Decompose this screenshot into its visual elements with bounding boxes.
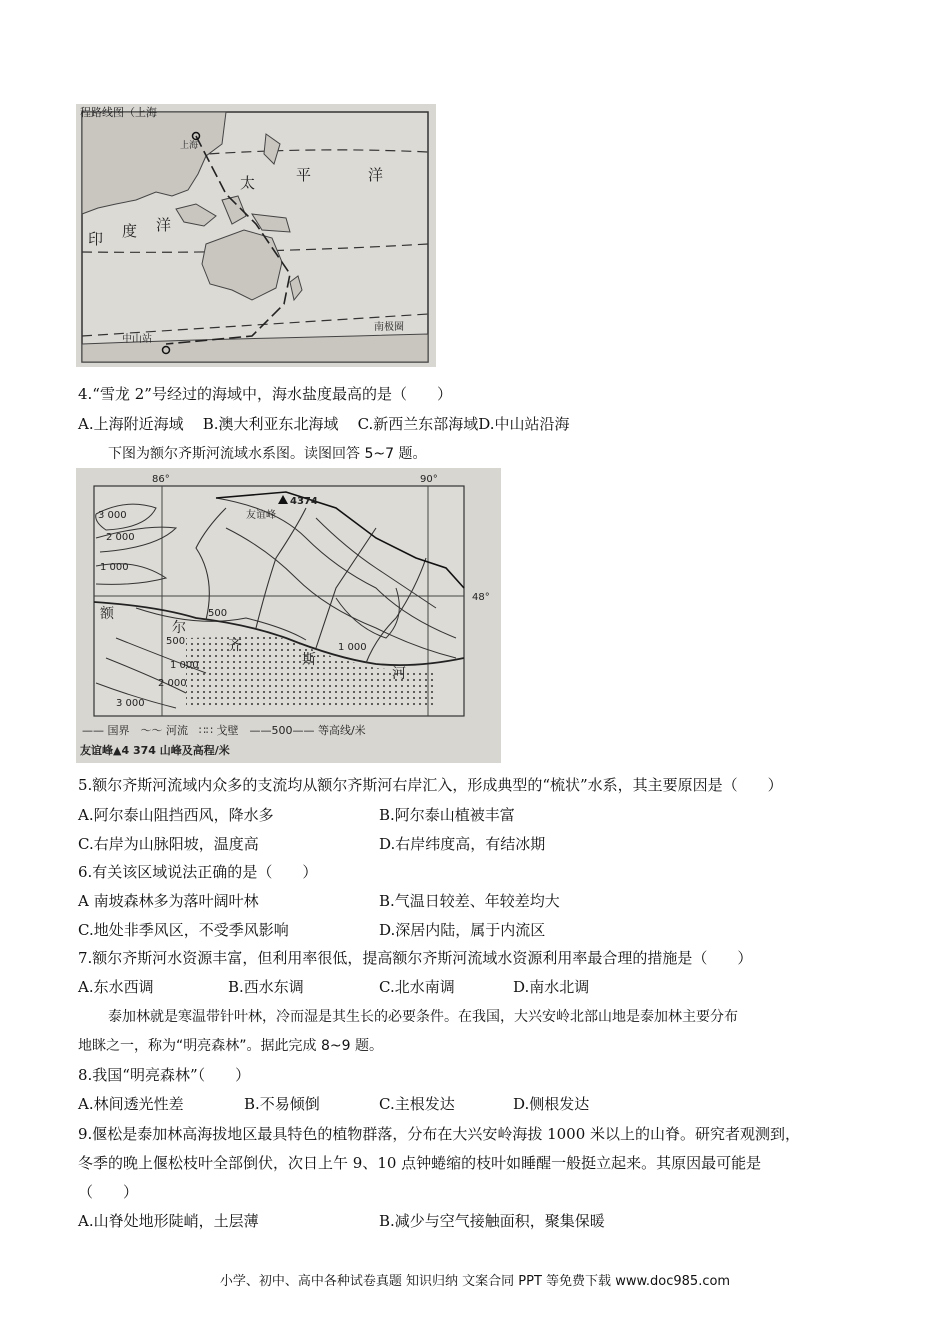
contour-label-5: 500 — [166, 636, 186, 647]
q5-option-d: D.右岸纬度高，有结冰期 — [379, 835, 546, 853]
q9-line2: 冬季的晚上偃松枝叶全部倒伏，次日上午 9、10 点钟蜷缩的枝叶如睡醒一般挺立起来。其原因最可能是 — [78, 1154, 762, 1172]
pacific-char-3: 洋 — [368, 166, 384, 184]
q6-option-b: B.气温日较差、年较差均大 — [379, 892, 560, 910]
contour-label-4: 500 — [208, 608, 228, 619]
map1-title-fragment: 程路线图（上海 — [80, 106, 157, 119]
q6-option-a: A 南坡森林多为落叶阔叶林 — [78, 892, 259, 910]
pacific-char-1: 太 — [240, 174, 256, 192]
q8-stem: 8.我国“明亮森林”（ ） — [78, 1066, 251, 1084]
contour-label-8: 3 000 — [116, 698, 145, 709]
peak-elevation: 4374 — [290, 496, 318, 507]
irtysh-basin-map — [76, 468, 501, 763]
river-char-4: 斯 — [302, 652, 316, 668]
q4-option-a: A.上海附近海域 — [78, 415, 184, 433]
contour-label-7: 2 000 — [158, 678, 187, 689]
q9-line3: （ ） — [78, 1183, 139, 1201]
indian-char-1: 印 — [88, 230, 104, 248]
contour-label-6: 1 000 — [170, 660, 199, 671]
intro-8-9-line2: 地眯之一，称为“明亮森林”。据此完成 8~9 题。 — [78, 1038, 383, 1054]
q4-option-c: C.新西兰东部海域 — [357, 415, 479, 433]
page-footer: 小学、初中、高中各种试卷真题 知识归纳 文案合同 PPT 等免费下载 www.doc985.com — [219, 1274, 731, 1289]
contour-label-3: 1 000 — [100, 562, 129, 573]
q9-option-a: A.山脊处地形陡峭，土层薄 — [78, 1212, 259, 1230]
q4-option-b: B.澳大利亚东北海域 — [202, 415, 339, 433]
q4-stem: 4.“雪龙 2”号经过的海域中，海水盐度最高的是（ ） — [78, 385, 452, 403]
q8-option-c: C.主根发达 — [379, 1095, 455, 1113]
river-char-1: 额 — [100, 606, 114, 622]
lon-right: 90° — [420, 474, 438, 485]
q6-stem: 6.有关该区域说法正确的是（ ） — [78, 863, 318, 881]
route-map — [76, 104, 436, 367]
map2-legend-row1: —— 国界 ～～ 河流 ∷∷ 戈壁 ——500—— 等高线/米 — [82, 724, 366, 737]
q9-line1: 9.偃松是泰加林高海拔地区最具特色的植物群落，分布在大兴安岭海拔 1000 米以上的山脊。研究者观测到， — [78, 1125, 801, 1143]
q7-stem: 7.额尔齐斯河水资源丰富，但利用率很低，提高额尔齐斯河流域水资源利用率最合理的措施是（ ） — [78, 949, 753, 967]
q5-option-c: C.右岸为山脉阳坡，温度高 — [78, 835, 259, 853]
q5-stem: 5.额尔齐斯河流域内众多的支流均从额尔齐斯河右岸汇入，形成典型的“梳状”水系，其主要原因是（ ） — [78, 776, 783, 794]
q4-options — [78, 414, 570, 434]
antarctic-circle-label: 南极圈 — [374, 322, 404, 333]
q7-option-b: B.西水东调 — [228, 978, 304, 996]
q7-option-c: C.北水南调 — [379, 978, 455, 996]
river-char-3: 齐 — [228, 638, 242, 654]
q5-option-a: A.阿尔泰山阻挡西风，降水多 — [78, 806, 274, 824]
indian-char-2: 度 — [122, 222, 138, 240]
q6-option-c: C.地处非季风区，不受季风影响 — [78, 921, 289, 939]
intro-5-7: 下图为额尔齐斯河流域水系图。读图回答 5~7 题。 — [108, 446, 427, 462]
q5-option-b: B.阿尔泰山植被丰富 — [379, 806, 515, 824]
map2-legend-row2: 友谊峰▲4 374 山峰及高程/米 — [80, 744, 230, 757]
q7-option-d: D.南水北调 — [513, 978, 590, 996]
contour-label-9: 1 000 — [338, 642, 367, 653]
shanghai-label: 上海 — [180, 141, 199, 151]
q8-option-b: B.不易倾倒 — [244, 1095, 320, 1113]
q4-option-d: D.中山站沿海 — [478, 415, 570, 433]
q8-option-d: D.侧根发达 — [513, 1095, 590, 1113]
contour-label-1: 3 000 — [98, 510, 127, 521]
lon-left: 86° — [152, 474, 170, 485]
q7-option-a: A.东水西调 — [78, 978, 154, 996]
q8-option-a: A.林间透光性差 — [78, 1095, 184, 1113]
indian-char-3: 洋 — [156, 216, 172, 234]
river-char-5: 河 — [392, 666, 406, 682]
q6-option-d: D.深居内陆，属于内流区 — [379, 921, 546, 939]
zhongshan-label: 中山站 — [122, 334, 152, 345]
contour-label-2: 2 000 — [106, 532, 135, 543]
peak-name: 友谊峰 — [246, 510, 276, 521]
q9-option-b: B.减少与空气接触面积，聚集保暖 — [379, 1212, 605, 1230]
river-char-2: 尔 — [172, 620, 186, 636]
intro-8-9-line1: 泰加林就是寒温带针叶林，冷而湿是其生长的必要条件。在我国，大兴安岭北部山地是泰加林主要分布 — [108, 1009, 738, 1025]
lat-label: 48° — [472, 592, 490, 603]
pacific-char-2: 平 — [296, 166, 312, 184]
